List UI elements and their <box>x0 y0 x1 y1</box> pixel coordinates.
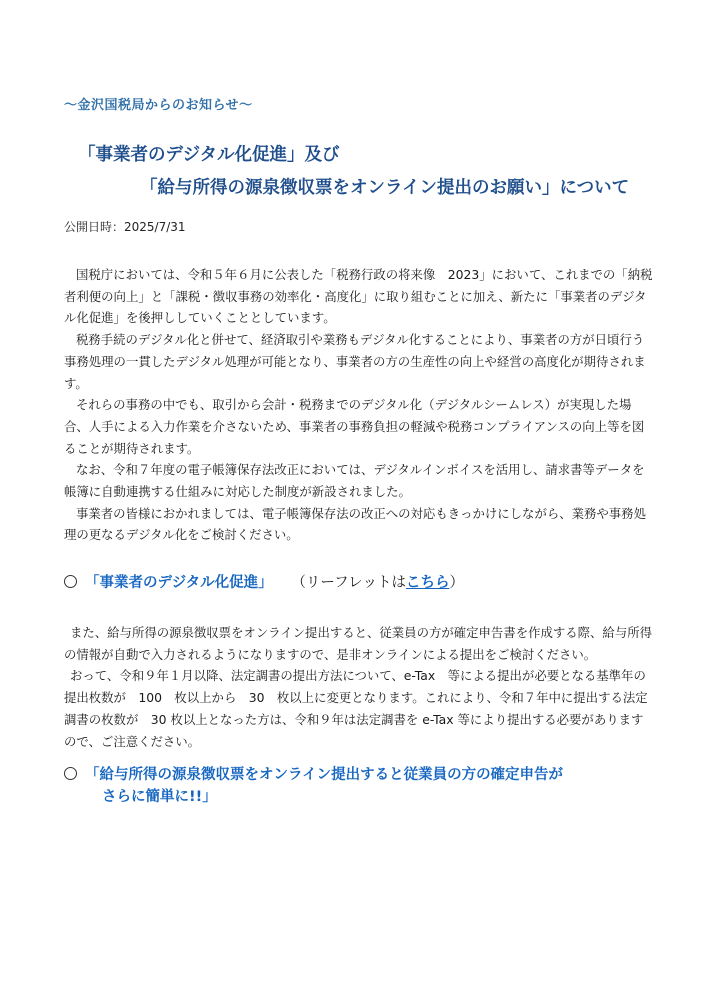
digital-promotion-link[interactable]: 「事業者のデジタル化促進」 <box>85 575 273 591</box>
withholding-slip-link-line1[interactable]: 「給与所得の源泉徴収票をオンライン提出すると従業員の方の確定申告が <box>85 767 564 783</box>
page-title-line1: 「事業者のデジタル化促進」及び <box>78 145 340 165</box>
publish-date: 公開日時：2025/7/31 <box>64 220 186 234</box>
digital-promotion-link-row <box>64 571 464 592</box>
section1-paragraph: 事業者の皆様におかれましては、電子帳簿保存法の改正への対応もきっかけにしながら、業務や事務処理の更なるデジタル化をご検討ください。 <box>64 505 646 543</box>
leaflet-suffix: ） <box>449 575 464 591</box>
section2-body <box>64 622 654 752</box>
leaflet-link[interactable]: こちら <box>405 575 450 591</box>
bullet-circle-icon <box>64 575 77 588</box>
notice-header: ～金沢国税局からのお知らせ～ <box>64 98 253 113</box>
section1-paragraph: 国税庁においては、令和５年６月に公表した「税務行政の将来像 2023」において、これまでの「納税者利便の向上」と「課税・徴収事務の効率化・高度化」に取り組むことに加え、新たに「事業者のデジタル化促進」を後押ししていくこととしています。 <box>64 267 653 326</box>
section2-paragraph: また、給与所得の源泉徴収票をオンライン提出すると、従業員の方が確定申告書を作成する際、給与所得の情報が自動で入力されるようになりますので、是非オンラインによる提出をご検討ください。 <box>64 625 652 662</box>
bullet-circle-icon <box>64 767 77 780</box>
leaflet-note <box>299 575 464 591</box>
section1-body <box>64 264 654 546</box>
page-title-line2: 「給与所得の源泉徴収票をオンライン提出のお願い」について <box>140 178 630 198</box>
section1-paragraph: 税務手続のデジタル化と併せて、経済取引や業務もデジタル化することにより、事業者の方が日頃行う事務処理の一貫したデジタル処理が可能となり、事業者の方の生産性の向上や経営の高度化が期待されます。 <box>64 332 646 391</box>
withholding-slip-link-row <box>64 764 563 808</box>
section1-paragraph: なお、令和７年度の電子帳簿保存法改正においては、デジタルインボイスを活用し、請求書等データを帳簿に自動連携する仕組みに対応した制度が新設されました。 <box>64 462 645 500</box>
withholding-slip-link-line2[interactable]: さらに簡単に!!」 <box>102 789 217 805</box>
leaflet-prefix: （リーフレットは <box>298 575 406 591</box>
section2-paragraph: おって、令和９年１月以降、法定調書の提出方法について、e-Tax 等による提出が必要となる基準年の提出枚数が 100 枚以上から 30 枚以上に変更となります。これにより、令和７年中に提出する法定調書の枚数が 30 枚以上となった方は、令和９年は法定調書を e-Tax 等により提出する必要がありますので、ご注意ください。 <box>64 668 648 749</box>
section1-paragraph: それらの事務の中でも、取引から会計・税務までのデジタル化（デジタルシームレス）が実現した場合、人手による入力作業を介さないため、事業者の事務負担の軽減や税務コンプライアンスの向上等を図ることが期待されます。 <box>64 397 645 456</box>
